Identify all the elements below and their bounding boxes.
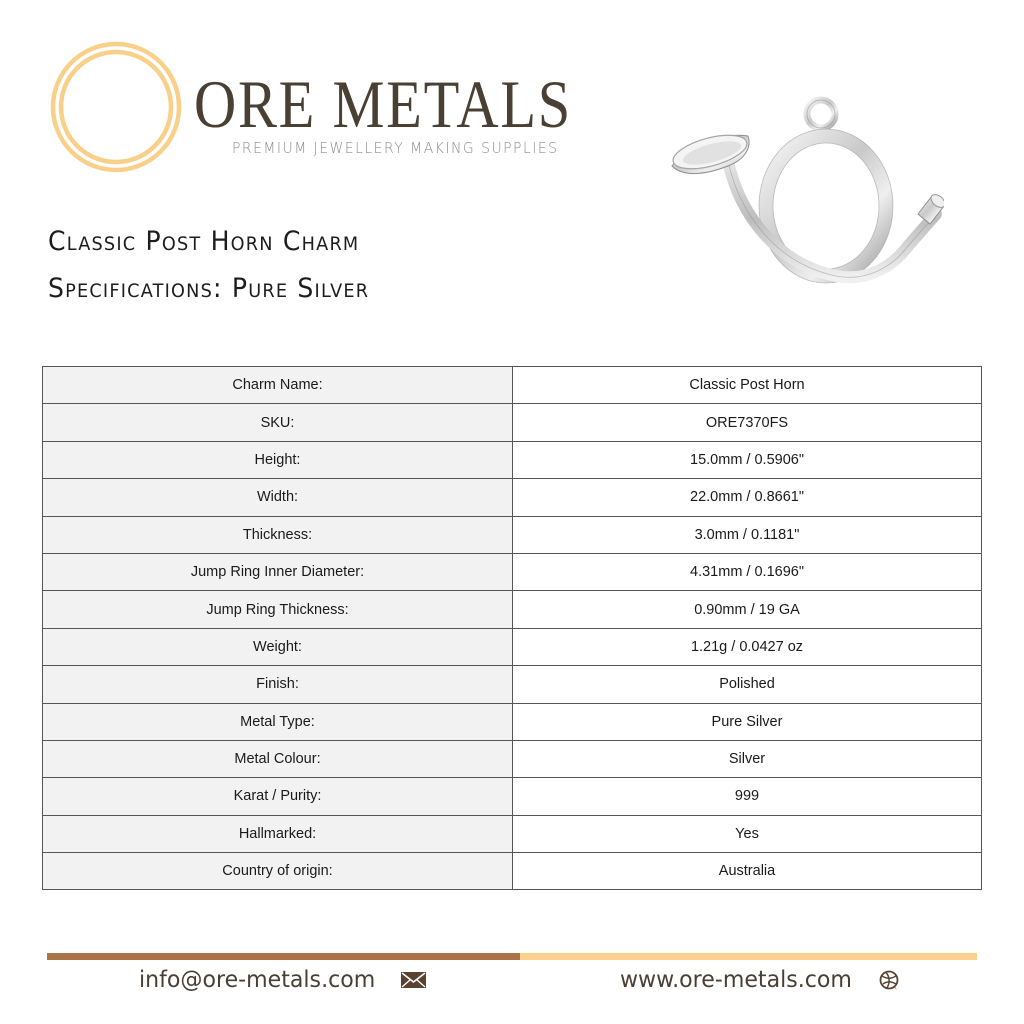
product-title: Classic Post Horn Charm	[48, 226, 360, 257]
spec-value: 999	[513, 778, 982, 815]
spec-value: 0.90mm / 19 GA	[513, 591, 982, 628]
spec-label: Charm Name:	[43, 367, 513, 404]
footer-website[interactable]	[620, 964, 900, 996]
spec-value: ORE7370FS	[513, 404, 982, 441]
spec-value: 1.21g / 0.0427 oz	[513, 628, 982, 665]
footer-divider-right	[520, 953, 977, 960]
table-row	[43, 553, 982, 590]
spec-value: 3.0mm / 0.1181"	[513, 516, 982, 553]
spec-label: Finish:	[43, 666, 513, 703]
spec-label: Hallmarked:	[43, 815, 513, 852]
spec-label: Country of origin:	[43, 853, 513, 890]
table-row	[43, 367, 982, 404]
spec-value: Australia	[513, 853, 982, 890]
website-link[interactable]: www.ore-metals.com	[620, 967, 852, 993]
spec-label: SKU:	[43, 404, 513, 441]
spec-label: Weight:	[43, 628, 513, 665]
brand-tagline: PREMIUM JEWELLERY MAKING SUPPLIES	[232, 139, 559, 157]
spec-value: 22.0mm / 0.8661"	[513, 479, 982, 516]
specifications-table	[42, 366, 982, 890]
table-row	[43, 516, 982, 553]
spec-value: Classic Post Horn	[513, 367, 982, 404]
table-row	[43, 853, 982, 890]
table-row	[43, 778, 982, 815]
brand-name: ORE METALS	[194, 66, 573, 142]
spec-label: Karat / Purity:	[43, 778, 513, 815]
table-row	[43, 628, 982, 665]
product-specifications-heading: Specifications: Pure Silver	[48, 273, 370, 304]
spec-label: Jump Ring Thickness:	[43, 591, 513, 628]
spec-value: 15.0mm / 0.5906"	[513, 441, 982, 478]
envelope-icon	[401, 972, 426, 988]
table-row	[43, 815, 982, 852]
footer-divider-left	[47, 953, 520, 960]
spec-value: Silver	[513, 740, 982, 777]
spec-label: Width:	[43, 479, 513, 516]
footer-email[interactable]	[139, 964, 426, 996]
table-row	[43, 666, 982, 703]
table-row	[43, 703, 982, 740]
email-link[interactable]: info@ore-metals.com	[139, 967, 376, 993]
spec-label: Metal Colour:	[43, 740, 513, 777]
spec-label: Jump Ring Inner Diameter:	[43, 553, 513, 590]
spec-label: Thickness:	[43, 516, 513, 553]
table-row	[43, 479, 982, 516]
spec-value: Pure Silver	[513, 703, 982, 740]
spec-value: 4.31mm / 0.1696"	[513, 553, 982, 590]
spec-value: Yes	[513, 815, 982, 852]
post-horn-charm-image	[668, 96, 944, 292]
globe-icon	[878, 969, 900, 991]
table-row	[43, 740, 982, 777]
logo-rings-icon	[49, 40, 183, 174]
spec-value: Polished	[513, 666, 982, 703]
spec-label: Metal Type:	[43, 703, 513, 740]
table-row	[43, 591, 982, 628]
table-row	[43, 404, 982, 441]
spec-label: Height:	[43, 441, 513, 478]
table-row	[43, 441, 982, 478]
